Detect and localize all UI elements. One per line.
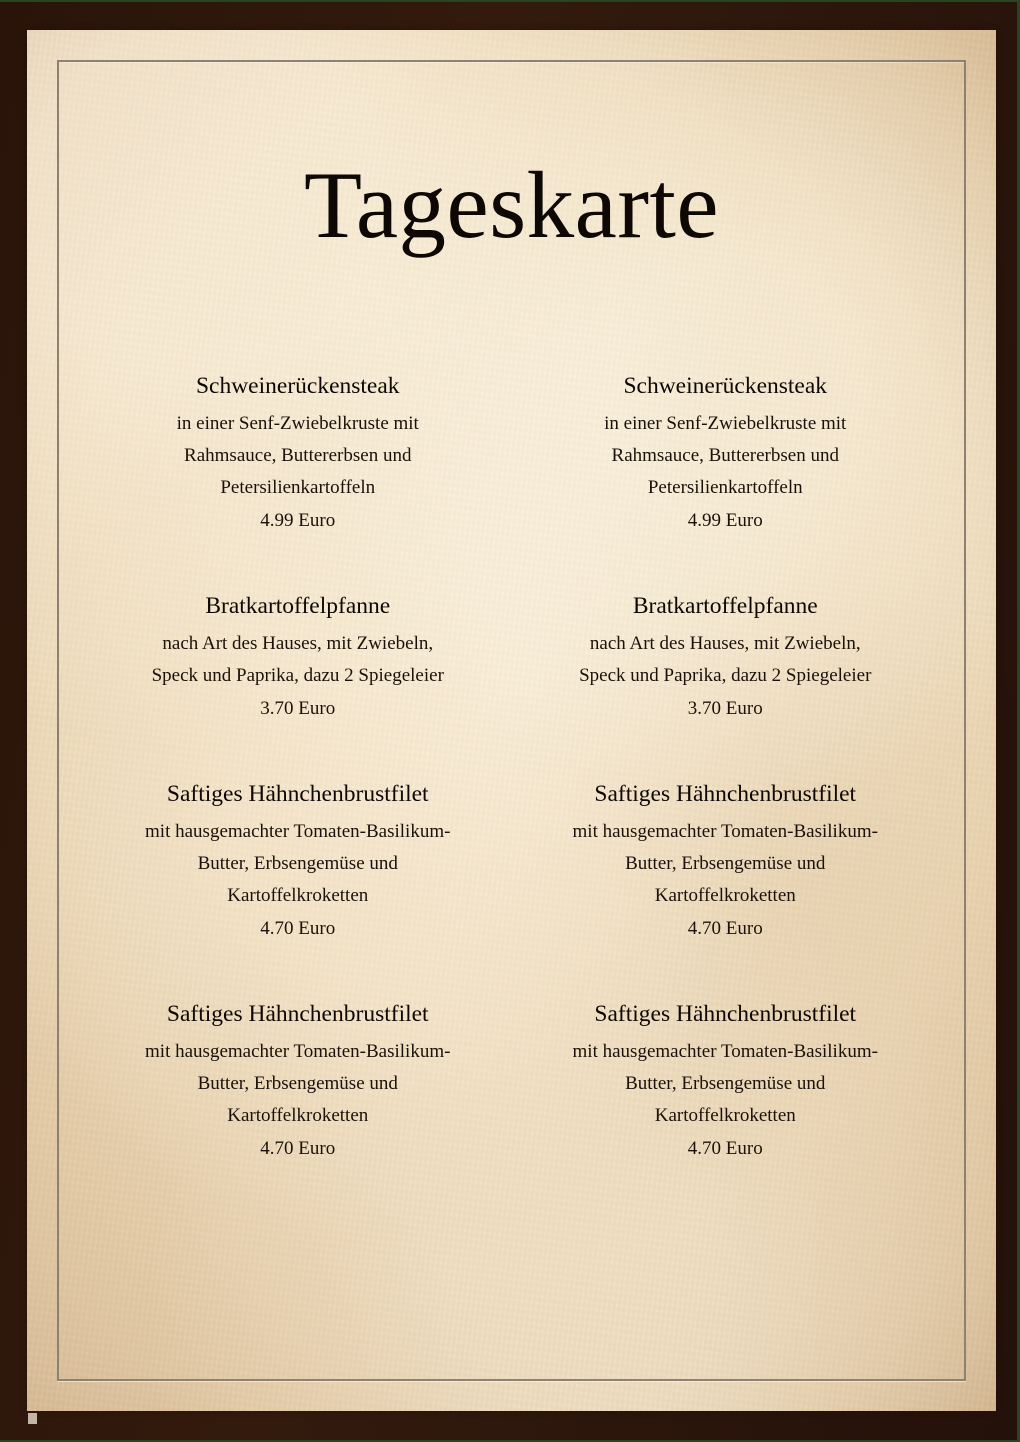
menu-item-price: 4.99 Euro xyxy=(687,510,763,531)
menu-item-price: 3.70 Euro xyxy=(687,698,763,719)
menu-item-price: 3.70 Euro xyxy=(260,698,336,719)
menu-item-name: Bratkartoffelpfanne xyxy=(205,593,391,619)
menu-item-price: 4.70 Euro xyxy=(687,1138,763,1159)
menu-item xyxy=(95,591,501,779)
menu-item-description-line: Butter, Erbsengemüse und xyxy=(625,1073,826,1094)
menu-item xyxy=(523,779,929,999)
menu-item-description-line: Rahmsauce, Buttererbsen und xyxy=(184,445,412,466)
menu-item-description-line: Kartoffelkroketten xyxy=(227,885,369,906)
menu-item-description-line: mit hausgemachter Tomaten-Basilikum- xyxy=(145,821,451,842)
menu-item-name: Saftiges Hähnchenbrustfilet xyxy=(594,1001,857,1027)
menu-item-price: 4.99 Euro xyxy=(260,510,336,531)
menu-item-price: 4.70 Euro xyxy=(687,918,763,939)
menu-item-description-line: Speck und Paprika, dazu 2 Spiegeleier xyxy=(151,665,444,686)
menu-item-description-line: Kartoffelkroketten xyxy=(227,1105,369,1126)
menu-item-description-line: mit hausgemachter Tomaten-Basilikum- xyxy=(572,821,878,842)
menu-item-description-line: Petersilienkartoffeln xyxy=(220,477,376,498)
menu-item-description-line: Butter, Erbsengemüse und xyxy=(197,1073,398,1094)
menu-item-description-line: Speck und Paprika, dazu 2 Spiegeleier xyxy=(579,665,872,686)
menu-item-price: 4.70 Euro xyxy=(260,918,336,939)
page-title: Tageskarte xyxy=(303,152,720,258)
menu-item-description-line: Butter, Erbsengemüse und xyxy=(197,853,398,874)
menu-item-description-line: Butter, Erbsengemüse und xyxy=(625,853,826,874)
menu-item-price: 4.70 Euro xyxy=(260,1138,336,1159)
menu-item-description-line: mit hausgemachter Tomaten-Basilikum- xyxy=(145,1041,451,1062)
menu-item xyxy=(95,371,501,591)
menu-item xyxy=(95,999,501,1219)
menu-item-description-line: Kartoffelkroketten xyxy=(654,1105,796,1126)
parchment-sheet xyxy=(27,30,996,1411)
menu-item-name: Saftiges Hähnchenbrustfilet xyxy=(166,1001,429,1027)
menu-item-name: Saftiges Hähnchenbrustfilet xyxy=(166,781,429,807)
menu-item-description-line: in einer Senf-Zwiebelkruste mit xyxy=(176,413,419,434)
menu-item-description-line: nach Art des Hauses, mit Zwiebeln, xyxy=(162,633,434,654)
menu-item xyxy=(95,779,501,999)
menu-content xyxy=(57,60,966,1381)
menu-item-description-line: in einer Senf-Zwiebelkruste mit xyxy=(604,413,847,434)
menu-item-description-line: nach Art des Hauses, mit Zwiebeln, xyxy=(589,633,861,654)
menu-item-name: Schweinerückensteak xyxy=(195,373,400,399)
menu-item-name: Saftiges Hähnchenbrustfilet xyxy=(594,781,857,807)
menu-item xyxy=(523,591,929,779)
menu-item-description-line: Rahmsauce, Buttererbsen und xyxy=(611,445,839,466)
menu-item-name: Bratkartoffelpfanne xyxy=(632,593,818,619)
menu-item-name: Schweinerückensteak xyxy=(623,373,828,399)
menu-item-description-line: mit hausgemachter Tomaten-Basilikum- xyxy=(572,1041,878,1062)
menu-columns xyxy=(57,371,966,1219)
menu-item xyxy=(523,999,929,1219)
menu-item-description-line: Kartoffelkroketten xyxy=(654,885,796,906)
menu-item xyxy=(523,371,929,591)
menu-item-description-line: Petersilienkartoffeln xyxy=(647,477,803,498)
